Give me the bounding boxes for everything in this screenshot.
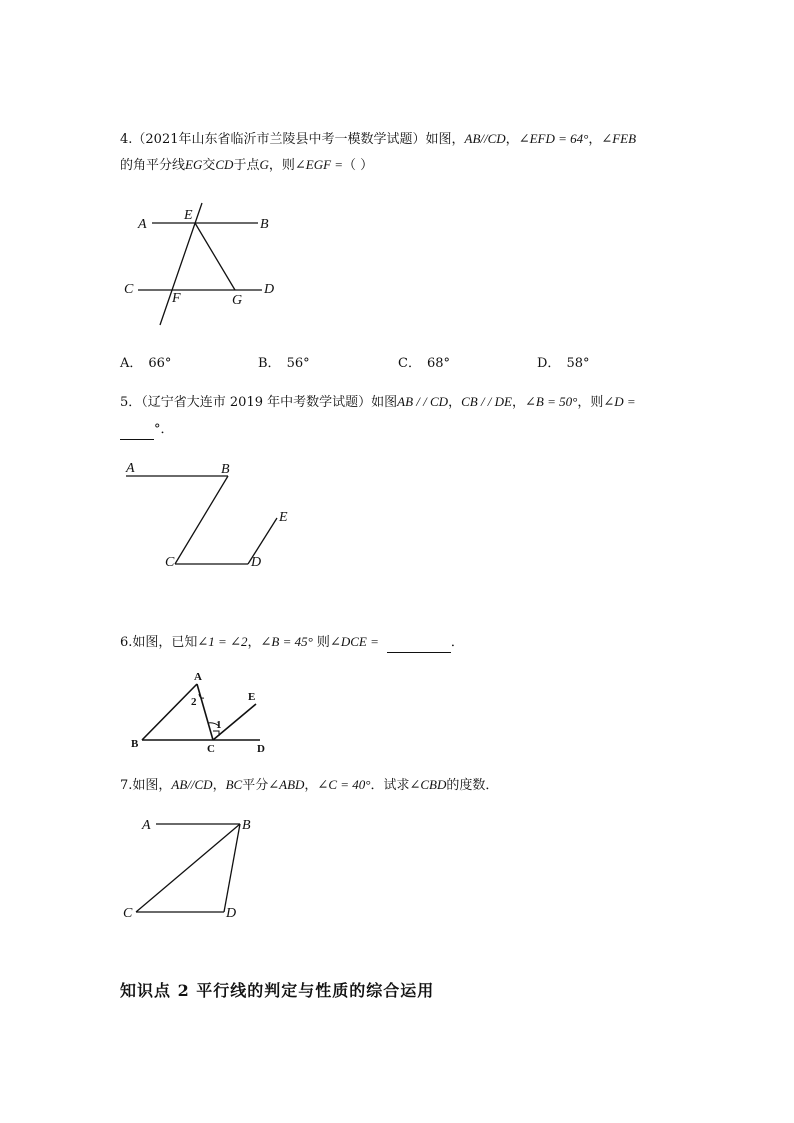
q4-label-c: C: [124, 282, 134, 297]
q4-label-g: G: [232, 293, 243, 308]
q4-label-d: D: [264, 282, 275, 297]
q7-cond-bc: BC: [225, 777, 243, 792]
q4-g: G: [259, 157, 269, 172]
q5-sep: ，: [448, 395, 462, 410]
q4-sep: ，: [588, 132, 602, 147]
q4-label-e: E: [184, 208, 193, 223]
q6-label-1: 1: [216, 719, 222, 731]
section-heading: 知识点 2 平行线的判定与性质的综合运用: [120, 981, 435, 1000]
q4-eg: EG: [185, 157, 203, 172]
q4-label-f: F: [172, 291, 181, 306]
q4-source: （2021年山东省临沂市兰陵县中考一模数学试题）如图，: [132, 132, 465, 147]
q5-label-d: D: [251, 555, 262, 570]
q6-label-2: 2: [191, 696, 197, 708]
q6-figure: [120, 668, 280, 758]
q5-cond-cb-de: CB / / DE: [461, 394, 512, 409]
q7-sep: ，: [304, 778, 318, 793]
q6-answer-blank[interactable]: [387, 634, 451, 653]
q4-option-value: 66°: [148, 356, 172, 371]
q4-figure: [120, 195, 290, 330]
q4-cond-angle-efd: ∠EFD = 64°: [518, 131, 589, 146]
q6-text: 则: [312, 635, 330, 650]
q4-segment-eg: [195, 223, 235, 290]
q5-cond-angle-b: ∠B = 50°: [525, 394, 578, 409]
q4-option-a[interactable]: [120, 352, 171, 371]
q6-label-d: D: [257, 743, 265, 755]
q5-line-bc: [175, 476, 228, 564]
q5-figure: [120, 458, 300, 573]
q6-cond-angles: ∠1 = ∠2: [197, 634, 248, 649]
q7-end: 的度数．: [446, 778, 499, 793]
q7-line1: [120, 776, 498, 795]
q7-cond-parallel: AB//CD: [171, 777, 213, 792]
q4-line1: [120, 130, 636, 149]
q6-label-a: A: [194, 671, 202, 683]
q7-sep: ，: [212, 778, 226, 793]
q4-line2: [120, 156, 373, 175]
q5-cond-ab-cd: AB / / CD: [397, 394, 449, 409]
q7-line-bd: [224, 824, 240, 912]
q7-cond-angle-abd: ∠ABD: [268, 777, 305, 792]
q6-label-e: E: [248, 691, 256, 703]
q6-ask: ∠DCE =: [329, 634, 379, 649]
q5-ask: ∠D =: [603, 394, 636, 409]
q7-label-b: B: [242, 818, 251, 833]
q7-text: ．试求: [370, 778, 410, 793]
q6-end: ．: [450, 635, 464, 650]
q5-line2: [120, 421, 174, 440]
q4-text: 交: [202, 158, 216, 173]
q5-source: （辽宁省大连市 2019 年中考数学试题）如图: [141, 395, 398, 410]
q5-line1: [120, 393, 636, 412]
q5-label-b: B: [221, 462, 230, 477]
q7-ask: ∠CBD: [409, 777, 447, 792]
q6-line-ac: [197, 684, 213, 740]
q4-label-b: B: [260, 217, 269, 232]
q4-ask: ∠EGF =: [294, 157, 344, 172]
q4-option-value: 56°: [286, 356, 310, 371]
q5-label-c: C: [165, 555, 175, 570]
q4-option-value: 58°: [566, 356, 590, 371]
q7-line-bc: [136, 824, 240, 912]
q4-option-letter: B．: [258, 356, 281, 371]
q4-option-value: 68°: [426, 356, 450, 371]
q4-cond-angle-feb: ∠FEB: [601, 131, 637, 146]
q4-label-a: A: [138, 217, 147, 232]
q6-line-ab: [142, 684, 197, 740]
q4-option-letter: C．: [398, 356, 421, 371]
q4-text: 的角平分线: [120, 158, 186, 173]
q4-option-b[interactable]: [258, 352, 310, 371]
q6-line1: [120, 633, 464, 653]
q5-degree: °．: [154, 422, 174, 437]
q7-label-d: D: [226, 906, 237, 921]
q5-label-e: E: [279, 510, 288, 525]
q7-prefix: 7.如图，: [120, 778, 172, 793]
q6-label-b: B: [131, 738, 139, 750]
q4-text: 于点: [233, 158, 260, 173]
q5-answer-blank[interactable]: [120, 421, 154, 440]
q4-transversal-ef: [160, 203, 202, 325]
q4-option-c[interactable]: [398, 352, 450, 371]
q4-option-letter: A．: [120, 356, 143, 371]
q5-sep: ，: [512, 395, 526, 410]
q7-cond-angle-c: ∠C = 40°: [317, 777, 371, 792]
q7-figure: [120, 812, 270, 927]
q6-sep: ，: [247, 635, 261, 650]
q7-label-c: C: [123, 906, 133, 921]
q4-text: ，则: [268, 158, 295, 173]
q6-label-c: C: [207, 743, 215, 755]
q5-text: ，则: [577, 395, 604, 410]
q4-option-letter: D．: [537, 356, 561, 371]
q5-number: 5．: [120, 395, 142, 410]
q4-cd: CD: [215, 157, 234, 172]
q4-option-d[interactable]: [537, 352, 589, 371]
q4-sep: ，: [505, 132, 519, 147]
q4-cond-parallel: AB//CD: [464, 131, 506, 146]
q6-prefix: 6.如图，已知: [120, 635, 198, 650]
q4-number: 4.: [120, 132, 133, 147]
q5-label-a: A: [126, 461, 135, 476]
q7-text: 平分: [242, 778, 269, 793]
q6-cond-angle-b: ∠B = 45°: [260, 634, 313, 649]
q7-label-a: A: [142, 818, 151, 833]
q4-answer-paren[interactable]: （ ）: [343, 158, 374, 173]
